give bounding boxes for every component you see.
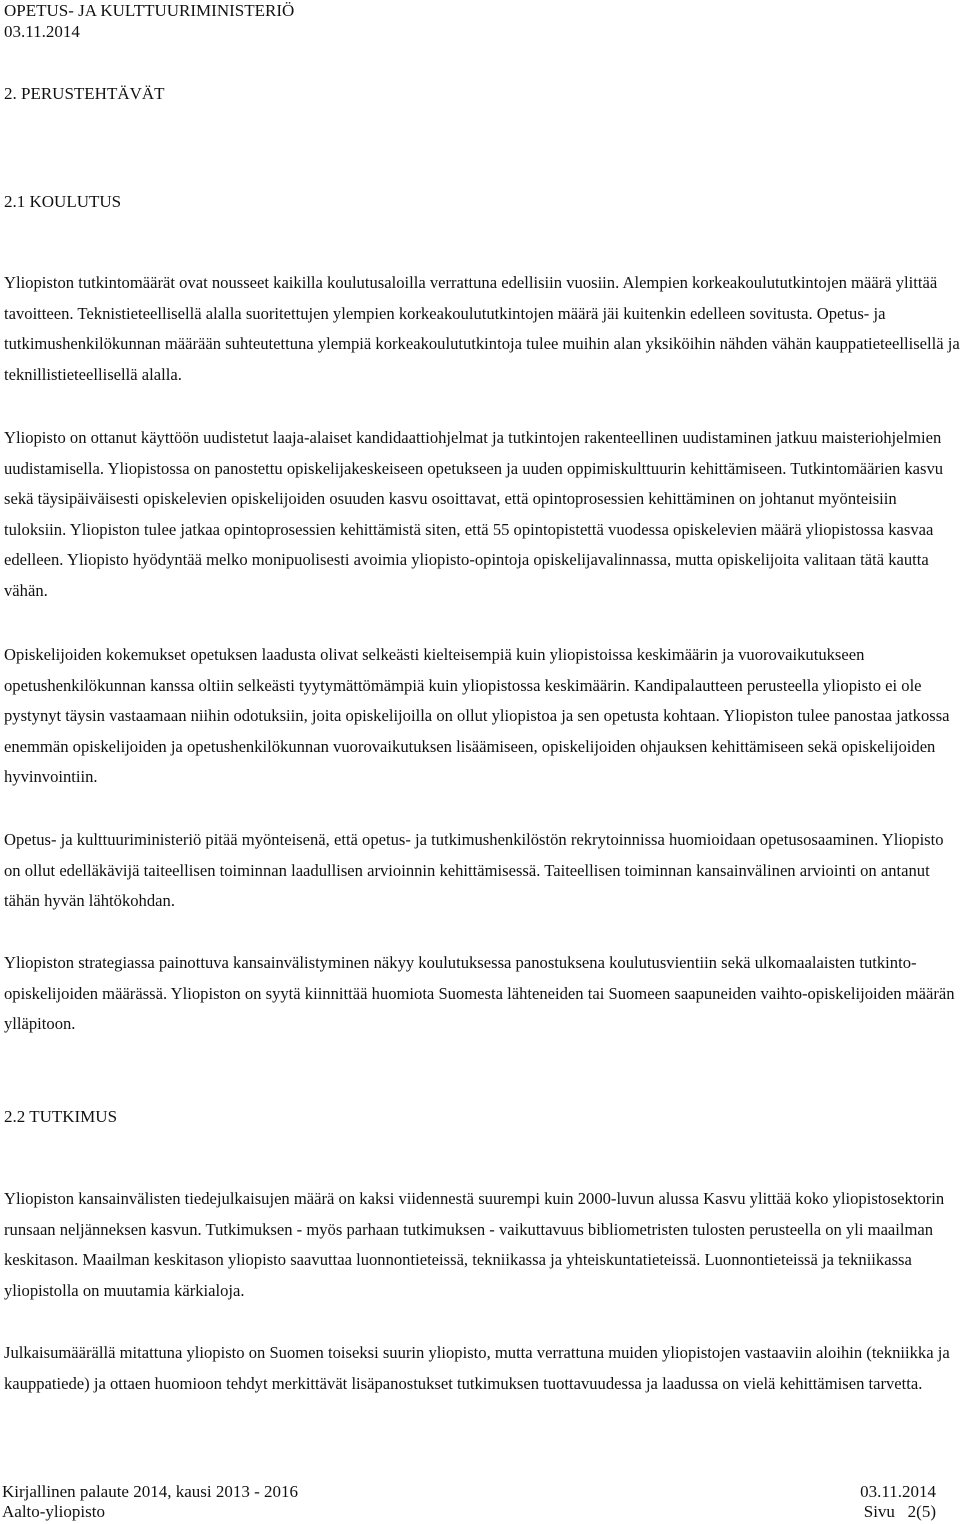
header-date: 03.11.2014 bbox=[4, 22, 80, 41]
footer-university: Aalto-yliopisto bbox=[2, 1502, 105, 1521]
paragraph-tutkintomaarat: Yliopiston tutkintomäärät ovat nousseet kaikilla koulutusaloilla verrattuna edellisiin vuosiin. Alempien korkeakoulututkintojen määrä ylittää tavoitteen. Teknistieteellisellä alalla suoritettujen ylempien korkeakoulututkintojen määrä jäi kuitenkin edelleen sovitusta. Opetus- ja tutkimushenkilökunnan määrään suhteutettuna ylempiä korkeakoulututkintoja tulee muihin alan yksiköihin nähden vähän kauppatieteellisellä ja teknillistieteellisellä alalla. bbox=[4, 273, 960, 384]
ministry-header: OPETUS- JA KULTTUURIMINISTERIÖ bbox=[4, 1, 295, 20]
section-title: 2. PERUSTEHTÄVÄT bbox=[4, 84, 165, 103]
paragraph-kansainvalistyminen: Yliopiston strategiassa painottuva kansainvälistyminen näkyy koulutuksessa panostuksena koulutusvientiin sekä ulkomaalaisten tutkinto-opiskelijoiden määrässä. Yliopiston on syytä kiinnittää huomiota Suomesta lähteneiden tai Suomeen saapuneiden vaihto-opiskelijoiden määrän ylläpitoon. bbox=[4, 953, 955, 1034]
paragraph-tiedejulkaisut: Yliopiston kansainvälisten tiedejulkaisujen määrä on kaksi viidennestä suurempi kuin 2000-luvun alussa Kasvu ylittää koko yliopistosektorin runsaan neljänneksen kasvun. Tutkimuksen - myös parhaan tutkimuksen - vaikuttavuus bibliometristen tulosten perusteella on yli maailman keskitason. Maailman keskitason yliopisto saavuttaa luonnontieteissä, tekniikassa ja yhteiskuntatieteissä. Luonnontieteissä ja tekniikassa yliopistolla on muutamia kärkialoja. bbox=[4, 1189, 945, 1300]
footer-date: 03.11.2014 bbox=[860, 1482, 936, 1501]
paragraph-opetusosaaminen: Opetus- ja kulttuuriministeriö pitää myönteisenä, että opetus- ja tutkimushenkilöstön rekrytoinnissa huomioidaan opetusosaaminen. Yliopisto on ollut edelläkävijä taiteellisen toiminnan laadullisen arvioinnin kehittämisessä. Taiteellisen toiminnan kansainvälinen arviointi on antanut tähän hyvän lähtökohdan. bbox=[4, 830, 944, 911]
footer-report-title: Kirjallinen palaute 2014, kausi 2013 - 2016 bbox=[2, 1482, 299, 1501]
footer-page-number: Sivu 2(5) bbox=[863, 1502, 936, 1521]
paragraph-kandidaattiohjelmat: Yliopisto on ottanut käyttöön uudistetut laaja-alaiset kandidaattiohjelmat ja tutkintojen rakenteellinen uudistaminen jatkuu maisteriohjelmien uudistamisella. Yliopistossa on panostettu opiskelijakeskeiseen opetukseen ja uuden oppimiskulttuurin kehittämiseen. Tutkintomäärien kasvu sekä täysipäiväisesti opiskelevien opiskelijoiden osuuden kasvu osoittavat, että opintoprosessien kehittäminen on johtanut myönteisiin tuloksiin. Yliopiston tulee jatkaa opintoprosessien kehittämistä siten, että 55 opintopistettä vuodessa opiskelevien määrä yliopistossa kasvaa edelleen. Yliopisto hyödyntää melko monipuolisesti avoimia yliopisto-opintoja opiskelijavalinnassa, mutta opiskelijoita valitaan tätä kautta vähän. bbox=[4, 428, 944, 600]
subsection-title-koulutus: 2.1 KOULUTUS bbox=[4, 192, 122, 211]
subsection-title-tutkimus: 2.2 TUTKIMUS bbox=[4, 1107, 118, 1126]
paragraph-julkaisumaara: Julkaisumäärällä mitattuna yliopisto on Suomen toiseksi suurin yliopisto, mutta verrattuna muiden yliopistojen vastaaviin aloihin (tekniikka ja kauppatiede) ja ottaen huomioon tehdyt merkittävät lisäpanostukset tutkimuksen tuottavuudessa ja laadussa on vielä kehittämisen tarvetta. bbox=[4, 1343, 950, 1393]
paragraph-opiskelijoiden-kokemukset: Opiskelijoiden kokemukset opetuksen laadusta olivat selkeästi kielteisempiä kuin yliopistoissa keskimäärin ja vuorovaikutukseen opetushenkilökunnan kanssa oltiin selkeästi tyytymättömämpiä kuin yliopistossa keskimäärin. Kandipalautteen perusteella yliopisto ei ole pystynyt täysin vastaamaan niihin odotuksiin, joita opiskelijoilla on ollut yliopistoa ja sen opetusta kohtaan. Yliopiston tulee panostaa jatkossa enemmän opiskelijoiden ja opetushenkilökunnan vuorovaikutuksen lisäämiseen, opiskelijoiden ohjauksen kehittämiseen sekä opiskelijoiden hyvinvointiin. bbox=[4, 645, 950, 787]
